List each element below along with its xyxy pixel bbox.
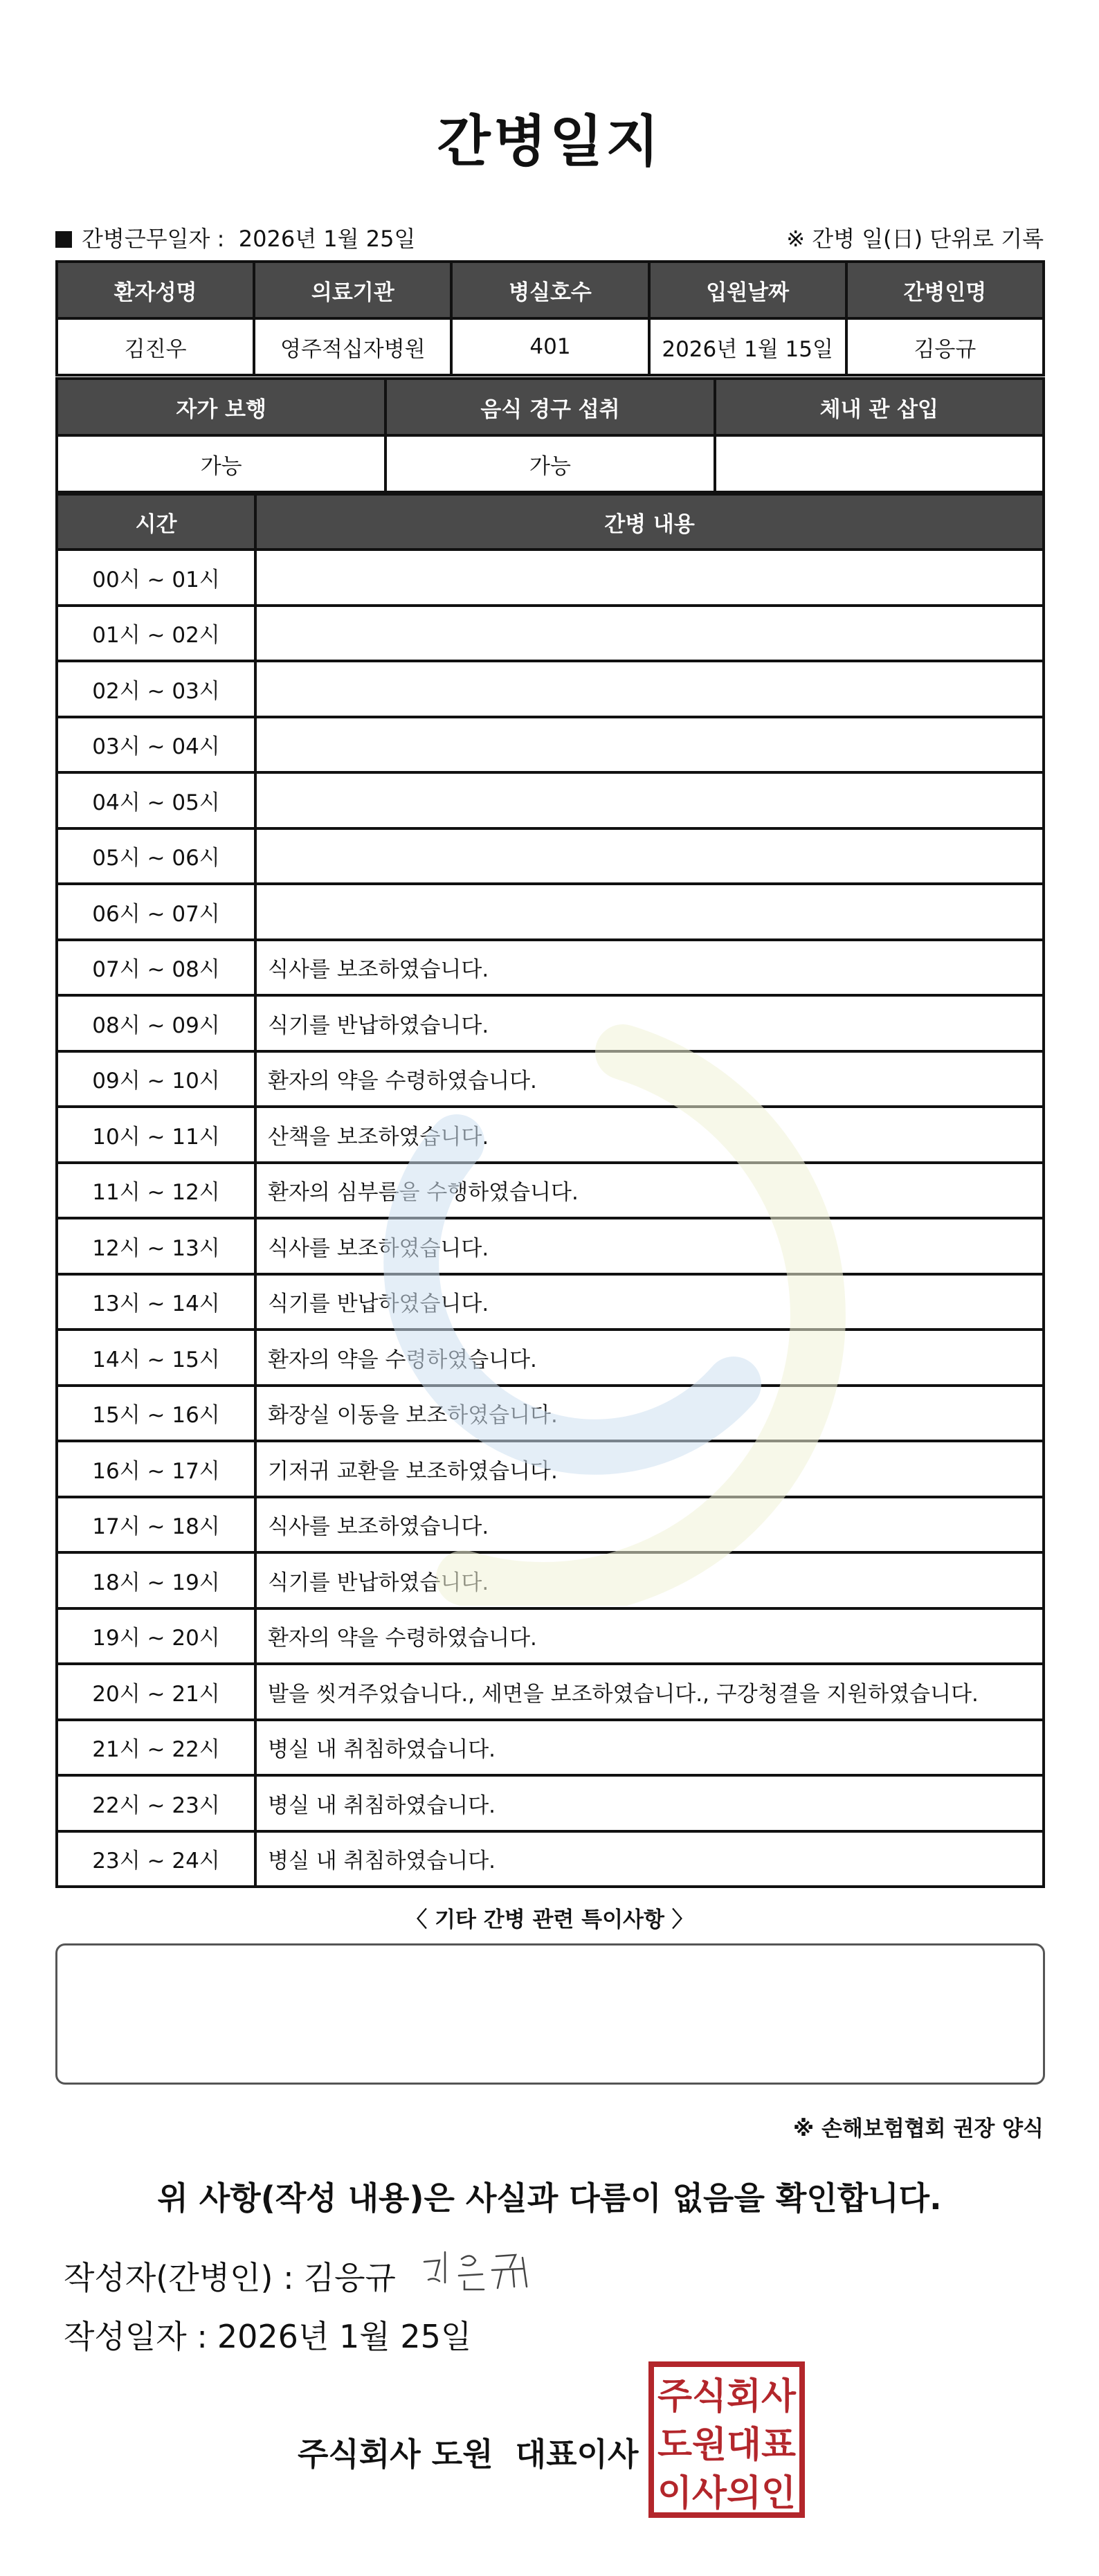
care-log-body xyxy=(57,550,1044,1887)
care-log-row xyxy=(57,995,1044,1051)
header-self-walking: 자가 보행 xyxy=(57,379,385,435)
seal-line-3: 이사의인 xyxy=(657,2473,796,2514)
handwritten-signature-icon xyxy=(419,2242,543,2294)
log-time-cell: 04시 ~ 05시 xyxy=(57,772,255,828)
log-time-cell: 19시 ~ 20시 xyxy=(57,1608,255,1665)
care-log-table xyxy=(55,493,1045,1888)
log-time-cell: 22시 ~ 23시 xyxy=(57,1775,255,1831)
log-time-cell: 02시 ~ 03시 xyxy=(57,661,255,717)
log-time-cell: 23시 ~ 24시 xyxy=(57,1831,255,1887)
care-log-row xyxy=(57,1330,1044,1386)
log-time-cell: 13시 ~ 14시 xyxy=(57,1274,255,1330)
header-caregiver-name: 간병인명 xyxy=(846,262,1044,318)
log-content-cell: 병실 내 취침하였습니다. xyxy=(255,1775,1044,1831)
log-content-cell: 식사를 보조하였습니다. xyxy=(255,940,1044,996)
written-date-line xyxy=(64,2312,471,2357)
log-content-cell: 환자의 심부름을 수행하였습니다. xyxy=(255,1163,1044,1219)
notes-title: 〈 기타 간병 관련 특이사항 〉 xyxy=(406,1907,693,1932)
company-seal-icon xyxy=(647,2360,806,2519)
log-content-cell: 화장실 이동을 보조하였습니다. xyxy=(255,1386,1044,1442)
care-log-row xyxy=(57,1218,1044,1274)
writer-line xyxy=(64,2253,396,2298)
care-log-row xyxy=(57,1720,1044,1776)
log-content-cell: 식기를 반납하였습니다. xyxy=(255,1274,1044,1330)
writer-name: 김응규 xyxy=(303,2259,396,2296)
log-content-cell xyxy=(255,550,1044,606)
log-time-cell: 18시 ~ 19시 xyxy=(57,1552,255,1608)
recommendation-note: ※ 손해보험협회 권장 양식 xyxy=(793,2116,1044,2141)
patient-info-table xyxy=(55,260,1045,377)
log-content-cell: 식기를 반납하였습니다. xyxy=(255,1552,1044,1608)
care-log-row xyxy=(57,1608,1044,1665)
care-log-row xyxy=(57,884,1044,940)
care-log-row xyxy=(57,661,1044,717)
log-content-cell: 식기를 반납하였습니다. xyxy=(255,995,1044,1051)
log-content-cell: 병실 내 취침하였습니다. xyxy=(255,1720,1044,1776)
log-time-cell: 08시 ~ 09시 xyxy=(57,995,255,1051)
tube-insertion-value xyxy=(715,435,1044,492)
care-log-row xyxy=(57,1051,1044,1107)
care-log-header-row xyxy=(57,494,1044,550)
log-content-cell xyxy=(255,606,1044,662)
log-content-cell: 식사를 보조하였습니다. xyxy=(255,1218,1044,1274)
ability-header-row xyxy=(57,379,1044,435)
care-log-row xyxy=(57,717,1044,773)
log-content-cell xyxy=(255,884,1044,940)
log-time-cell: 21시 ~ 22시 xyxy=(57,1720,255,1776)
confirmation-statement: 위 사항(작성 내용)은 사실과 다름이 없음을 확인합니다. xyxy=(157,2179,942,2217)
care-log-row xyxy=(57,1552,1044,1608)
writer-label: 작성자(간병인) : xyxy=(64,2259,294,2296)
care-log-row xyxy=(57,1163,1044,1219)
log-content-cell: 환자의 약을 수령하였습니다. xyxy=(255,1608,1044,1665)
oral-intake-value: 가능 xyxy=(385,435,714,492)
patient-info-header-row xyxy=(57,262,1044,318)
log-time-cell: 14시 ~ 15시 xyxy=(57,1330,255,1386)
patient-info-value-row xyxy=(57,318,1044,375)
log-time-cell: 05시 ~ 06시 xyxy=(57,828,255,885)
care-log-row xyxy=(57,606,1044,662)
admission-date-value: 2026년 1월 15일 xyxy=(649,318,846,375)
work-date-label: 간병근무일자 : xyxy=(82,226,225,252)
written-date-label: 작성일자 : xyxy=(64,2318,208,2355)
care-log-row xyxy=(57,550,1044,606)
header-time: 시간 xyxy=(57,494,255,550)
notes-box xyxy=(55,1943,1045,2085)
log-content-cell: 산책을 보조하였습니다. xyxy=(255,1107,1044,1163)
care-log-row xyxy=(57,1775,1044,1831)
unit-note: ※ 간병 일(日) 단위로 기록 xyxy=(786,226,1044,252)
log-content-cell: 환자의 약을 수령하였습니다. xyxy=(255,1051,1044,1107)
work-date xyxy=(55,221,415,253)
care-log-row xyxy=(57,1497,1044,1553)
log-time-cell: 16시 ~ 17시 xyxy=(57,1441,255,1497)
log-time-cell: 06시 ~ 07시 xyxy=(57,884,255,940)
care-log-row xyxy=(57,1107,1044,1163)
header-tube-insertion: 체내 관 삽입 xyxy=(715,379,1044,435)
log-time-cell: 10시 ~ 11시 xyxy=(57,1107,255,1163)
header-admission-date: 입원날짜 xyxy=(649,262,846,318)
log-content-cell xyxy=(255,661,1044,717)
log-time-cell: 07시 ~ 08시 xyxy=(57,940,255,996)
log-time-cell: 12시 ~ 13시 xyxy=(57,1218,255,1274)
log-content-cell: 환자의 약을 수령하였습니다. xyxy=(255,1330,1044,1386)
log-content-cell: 병실 내 취침하였습니다. xyxy=(255,1831,1044,1887)
log-time-cell: 20시 ~ 21시 xyxy=(57,1664,255,1720)
patient-name-value: 김진우 xyxy=(57,318,254,375)
log-content-cell xyxy=(255,828,1044,885)
seal-line-2: 도원대표 xyxy=(657,2424,796,2466)
written-date-value: 2026년 1월 25일 xyxy=(217,2318,472,2355)
company-representative: 주식회사 도원 대표이사 xyxy=(298,2436,639,2473)
square-bullet-icon xyxy=(55,231,72,248)
work-date-value: 2026년 1월 25일 xyxy=(238,226,416,252)
log-content-cell: 발을 씻겨주었습니다., 세면을 보조하였습니다., 구강청결을 지원하였습니다. xyxy=(255,1664,1044,1720)
log-time-cell: 11시 ~ 12시 xyxy=(57,1163,255,1219)
log-time-cell: 17시 ~ 18시 xyxy=(57,1497,255,1553)
care-log-row xyxy=(57,1274,1044,1330)
care-log-row xyxy=(57,940,1044,996)
care-log-row xyxy=(57,1386,1044,1442)
header-patient-name: 환자성명 xyxy=(57,262,254,318)
document-title: 간병일지 xyxy=(437,109,662,174)
log-time-cell: 03시 ~ 04시 xyxy=(57,717,255,773)
care-log-row xyxy=(57,1441,1044,1497)
header-care-content: 간병 내용 xyxy=(255,494,1044,550)
log-content-cell: 식사를 보조하였습니다. xyxy=(255,1497,1044,1553)
log-content-cell: 기저귀 교환을 보조하였습니다. xyxy=(255,1441,1044,1497)
header-room-number: 병실호수 xyxy=(451,262,648,318)
caregiver-name-value: 김응규 xyxy=(846,318,1044,375)
header-institution: 의료기관 xyxy=(254,262,451,318)
care-log-row xyxy=(57,772,1044,828)
care-log-row xyxy=(57,828,1044,885)
seal-line-1: 주식회사 xyxy=(657,2376,797,2418)
log-time-cell: 09시 ~ 10시 xyxy=(57,1051,255,1107)
log-time-cell: 15시 ~ 16시 xyxy=(57,1386,255,1442)
ability-value-row xyxy=(57,435,1044,492)
institution-value: 영주적십자병원 xyxy=(254,318,451,375)
care-log-row xyxy=(57,1664,1044,1720)
header-oral-intake: 음식 경구 섭취 xyxy=(385,379,714,435)
log-time-cell: 00시 ~ 01시 xyxy=(57,550,255,606)
log-content-cell xyxy=(255,717,1044,773)
self-walking-value: 가능 xyxy=(57,435,385,492)
ability-table xyxy=(55,377,1045,493)
room-number-value: 401 xyxy=(451,318,648,375)
log-time-cell: 01시 ~ 02시 xyxy=(57,606,255,662)
log-content-cell xyxy=(255,772,1044,828)
care-log-row xyxy=(57,1831,1044,1887)
